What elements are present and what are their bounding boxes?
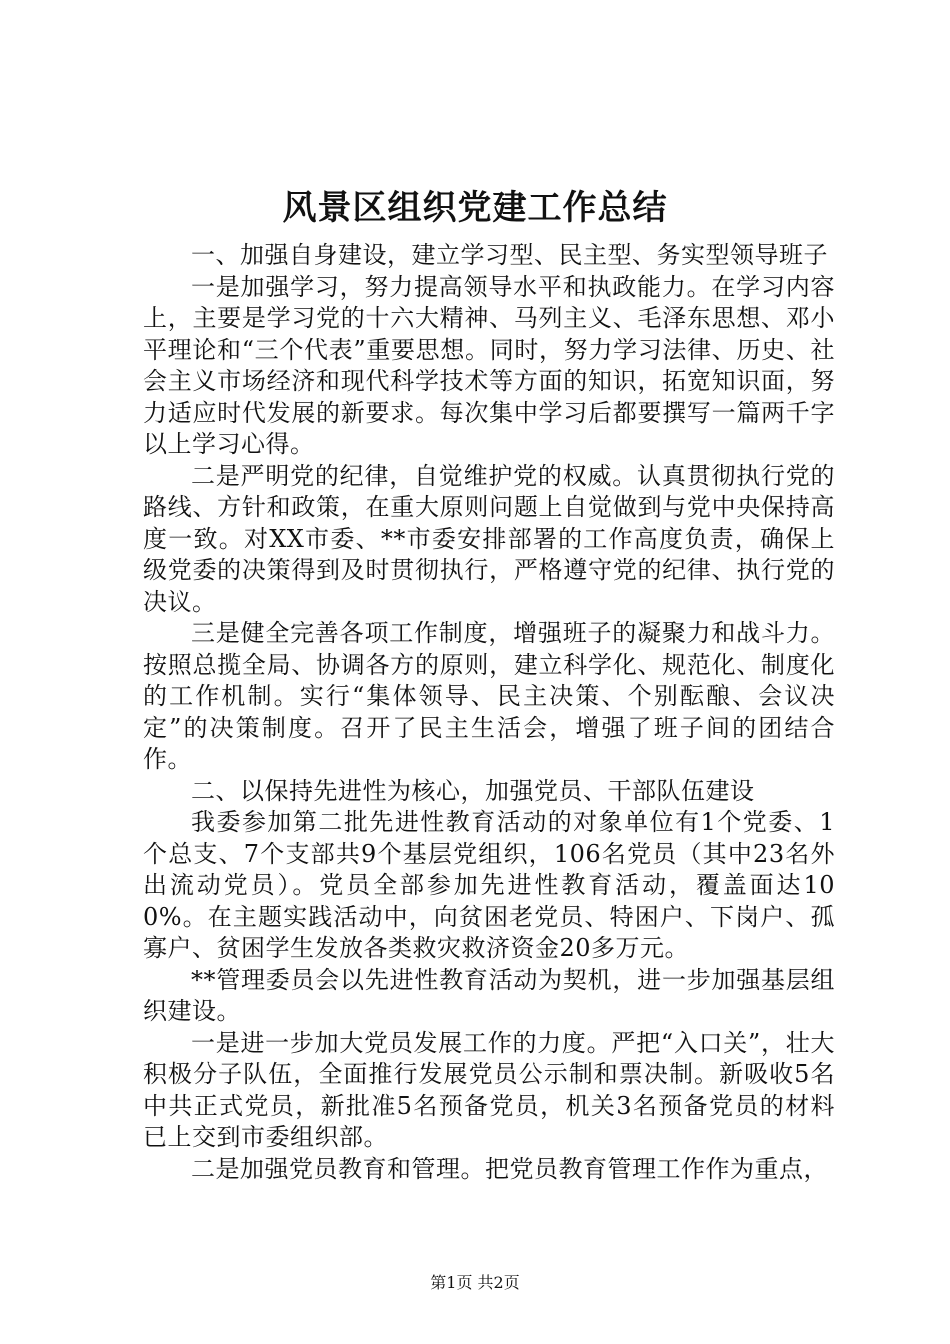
page-number-footer: 第1页 共2页 bbox=[430, 1273, 520, 1292]
document-body bbox=[143, 240, 835, 1185]
section-heading-2: 二、以保持先进性为核心，加强党员、干部队伍建设 bbox=[191, 776, 755, 805]
paragraph: 我委参加第二批先进性教育活动的对象单位有1个党委、1个总支、7个支部共9个基层党组织，106名党员（其中23名外出流动党员）。党员全部参加先进性教育活动，覆盖面达100%。在主题实践活动中，向贫困老党员、特困户、下岗户、孤寡户、贫困学生发放各类救灾救济资金20多万元。 bbox=[143, 808, 835, 962]
paragraph: 一是加强学习，努力提高领导水平和执政能力。在学习内容上，主要是学习党的十六大精神、马列主义、毛泽东思想、邓小平理论和“三个代表”重要思想。同时，努力学习法律、历史、社会主义市场经济和现代科学技术等方面的知识，拓宽知识面，努力适应时代发展的新要求。每次集中学习后都要撰写一篇两千字以上学习心得。 bbox=[143, 272, 835, 458]
paragraph: **管理委员会以先进性教育活动为契机，进一步加强基层组织建设。 bbox=[143, 965, 835, 1025]
document-title: 风景区组织党建工作总结 bbox=[282, 188, 668, 228]
paragraph: 二是严明党的纪律，自觉维护党的权威。认真贯彻执行党的路线、方针和政策，在重大原则问题上自觉做到与党中央保持高度一致。对XX市委、**市委安排部署的工作高度负责，确保上级党委的决策得到及时贯彻执行，严格遵守党的纪律、执行党的决议。 bbox=[143, 461, 835, 616]
paragraph: 三是健全完善各项工作制度，增强班子的凝聚力和战斗力。按照总揽全局、协调各方的原则，建立科学化、规范化、制度化的工作机制。实行“集体领导、民主决策、个别酝酿、会议决定”的决策制度。召开了民主生活会，增强了班子间的团结合作。 bbox=[143, 619, 835, 773]
paragraph: 二是加强党员教育和管理。把党员教育管理工作作为重点， bbox=[191, 1154, 828, 1183]
section-heading-1: 一、加强自身建设，建立学习型、民主型、务实型领导班子 bbox=[191, 241, 828, 269]
paragraph: 一是进一步加大党员发展工作的力度。严把“入口关”，壮大积极分子队伍，全面推行发展党员公示制和票决制。新吸收5名中共正式党员，新批准5名预备党员，机关3名预备党员的材料已上交到市委组织部。 bbox=[143, 1028, 835, 1151]
